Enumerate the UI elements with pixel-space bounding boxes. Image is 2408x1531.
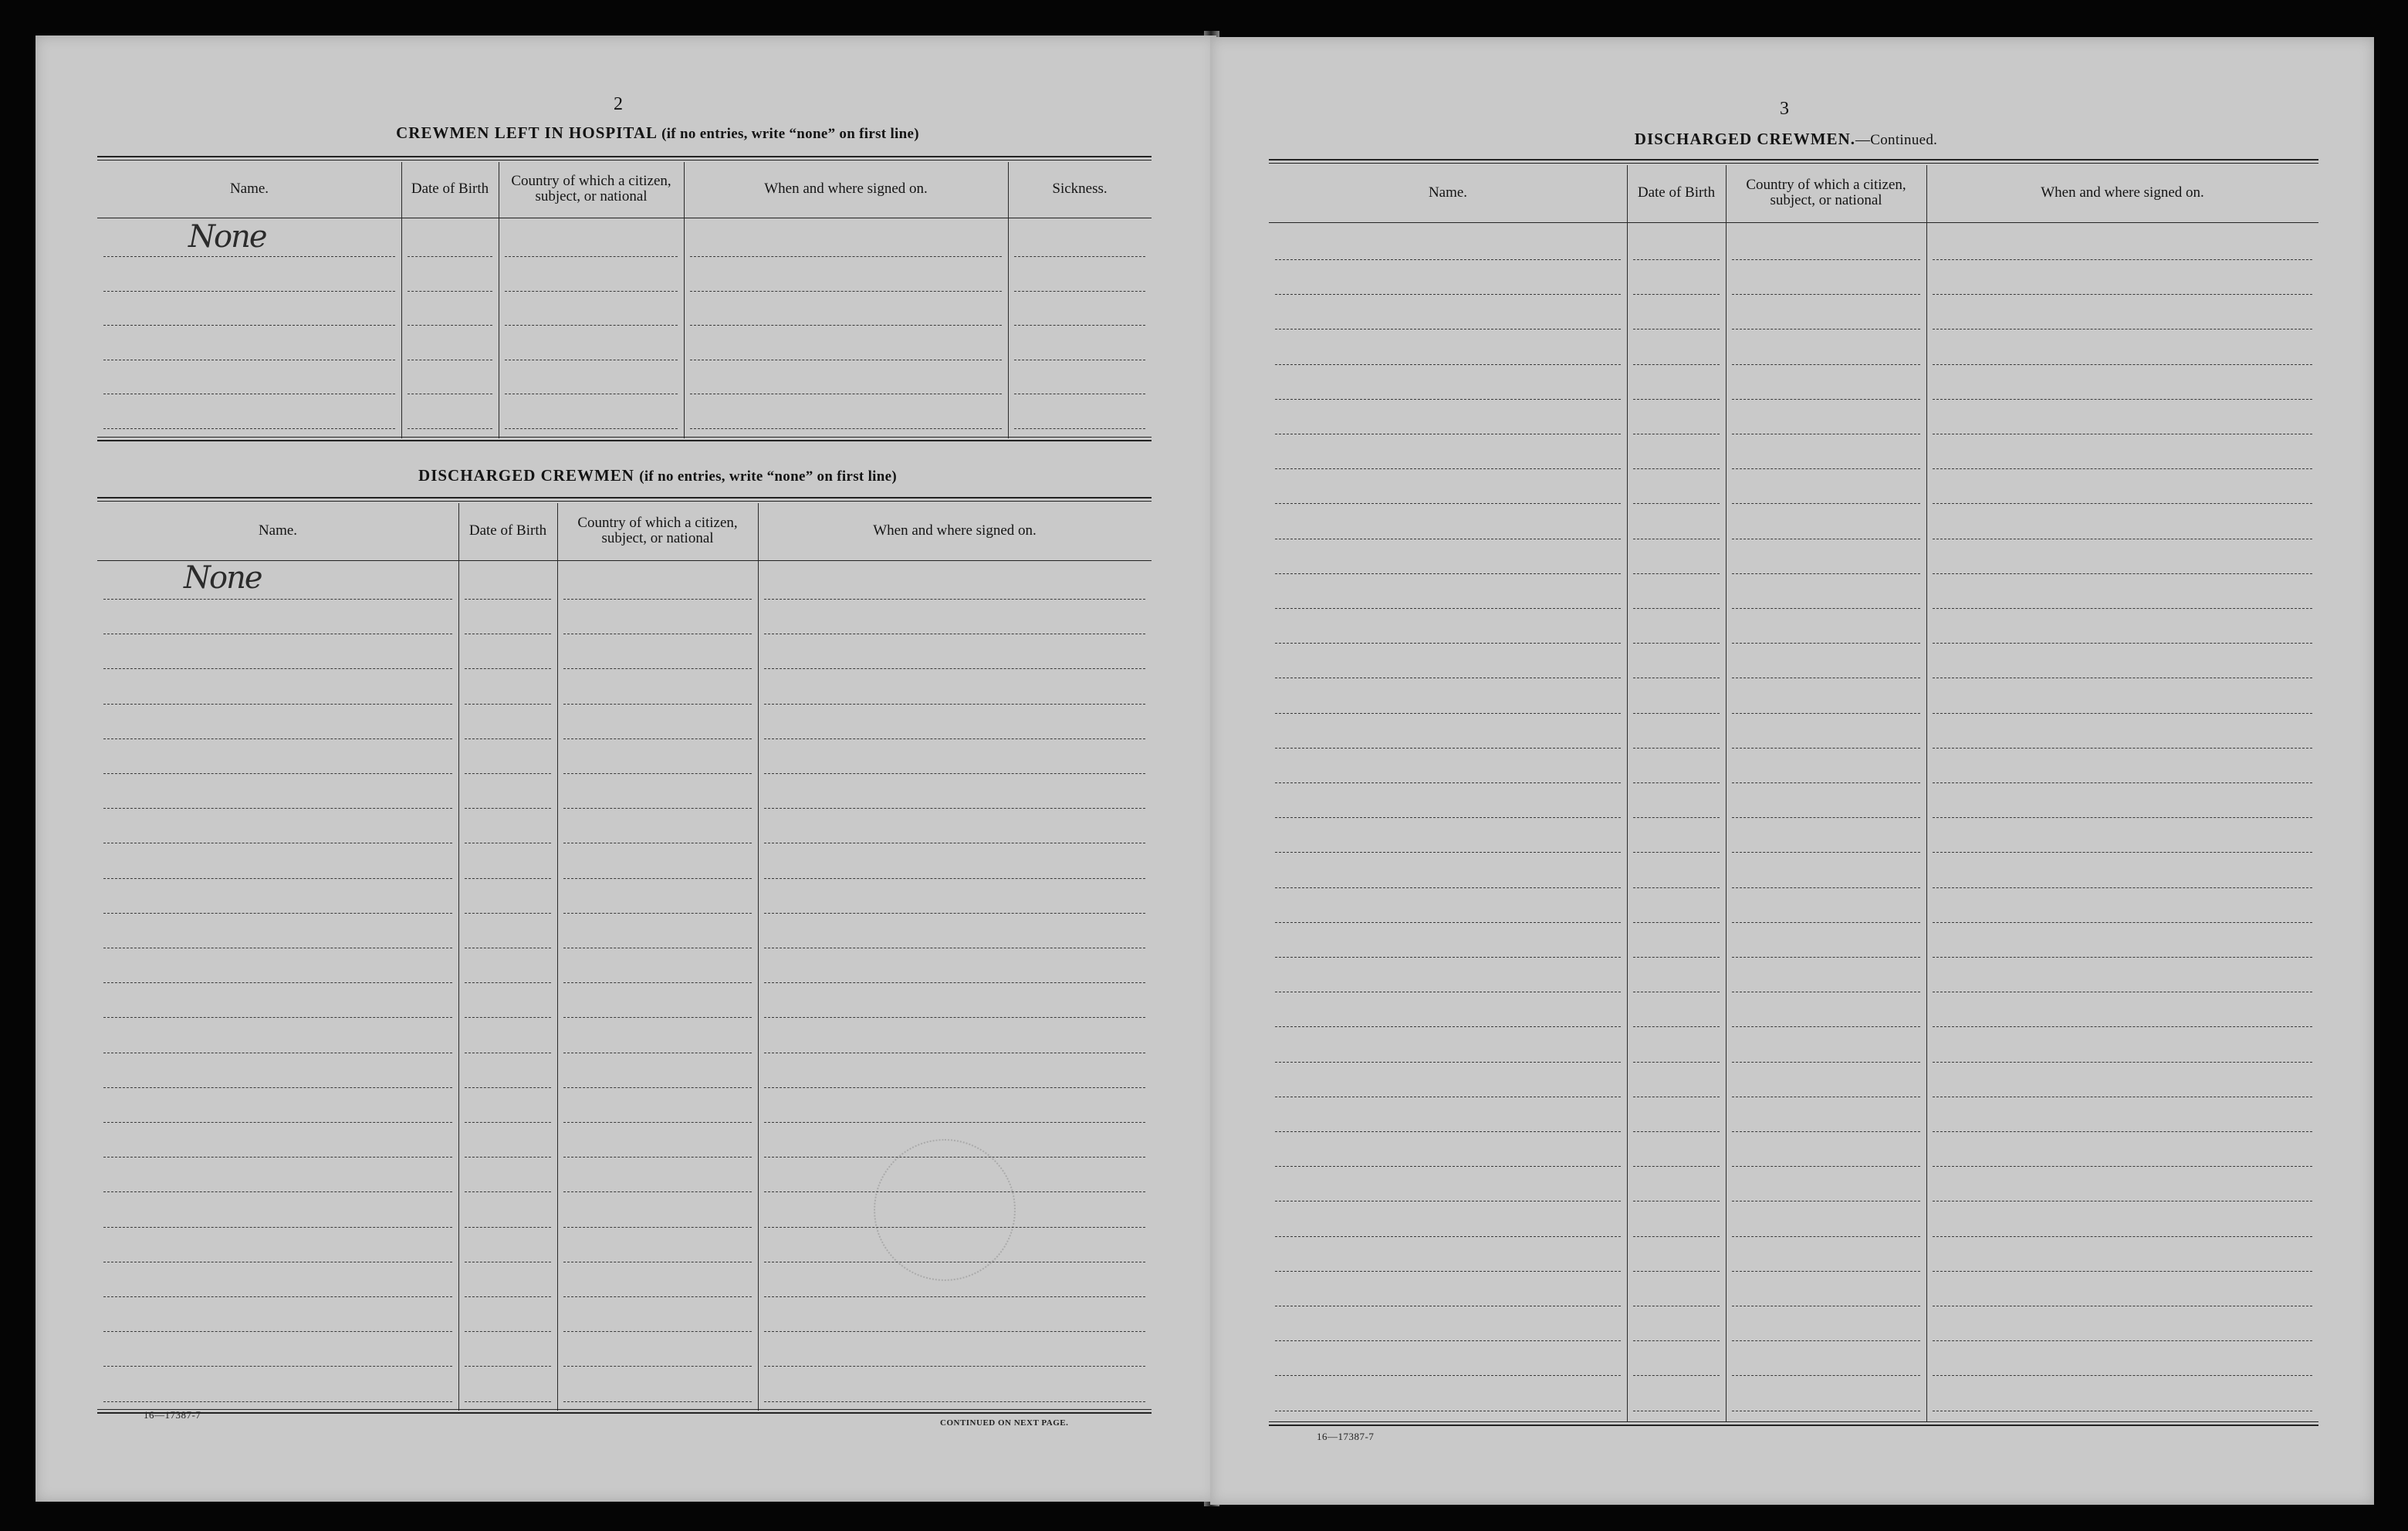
ruled-entry-line xyxy=(1732,713,1920,714)
ruled-entry-line xyxy=(103,1366,452,1367)
ruled-entry-line xyxy=(1732,922,1920,923)
ruled-entry-line xyxy=(103,1191,452,1192)
page-number: 2 xyxy=(614,94,623,114)
ruled-entry-line xyxy=(1732,399,1920,400)
ruled-entry-line xyxy=(465,1401,551,1402)
discharged-continued-table xyxy=(1269,159,2318,1471)
ruled-entry-line xyxy=(103,1227,452,1228)
ruled-entry-line xyxy=(764,1296,1145,1297)
ruled-entry-line xyxy=(1633,1375,1720,1376)
ruled-entry-line xyxy=(1633,748,1720,749)
ruled-entry-line xyxy=(1275,1026,1621,1027)
col-header-when-where-signed: When and where signed on. xyxy=(873,522,1037,539)
ruled-entry-line xyxy=(103,291,395,292)
ruled-entry-line xyxy=(1732,1131,1920,1132)
ruled-entry-line xyxy=(764,982,1145,983)
ruled-entry-line xyxy=(408,291,492,292)
ruled-entry-line xyxy=(505,325,678,326)
ruled-entry-line xyxy=(1732,1271,1920,1272)
ruled-entry-line xyxy=(563,878,752,879)
ruled-entry-line xyxy=(1732,643,1920,644)
hospital-note: (if no entries, write “none” on first line) xyxy=(661,126,919,142)
ruled-entry-line xyxy=(1732,782,1920,783)
ruled-entry-line xyxy=(563,913,752,914)
ruled-entry-line xyxy=(1933,399,2312,400)
ruled-entry-line xyxy=(408,256,492,257)
ruled-entry-line xyxy=(1275,1131,1621,1132)
ruled-entry-line xyxy=(1633,329,1720,330)
ruled-entry-line xyxy=(1633,922,1720,923)
hospital-top-rule xyxy=(97,156,1152,161)
ruled-entry-line xyxy=(1275,329,1621,330)
ruled-entry-line xyxy=(563,599,752,600)
ruled-entry-line xyxy=(1633,643,1720,644)
ruled-entry-line xyxy=(1633,1131,1720,1132)
right-bottom-rule xyxy=(1269,1421,2318,1426)
handwritten-none-entry: None xyxy=(188,219,266,255)
ruled-entry-line xyxy=(1732,887,1920,888)
col-header-name: Name. xyxy=(229,181,269,197)
discharged-bottom-rule xyxy=(97,1409,1152,1414)
discharged-title: DISCHARGED CREWMEN xyxy=(418,466,634,485)
ruled-entry-line xyxy=(1633,259,1720,260)
ruled-entry-line xyxy=(1275,608,1621,609)
ruled-entry-line xyxy=(1633,1236,1720,1237)
ruled-entry-line xyxy=(1933,782,2312,783)
ruled-entry-line xyxy=(563,982,752,983)
ruled-entry-line xyxy=(563,1227,752,1228)
ruled-entry-line xyxy=(764,913,1145,914)
ruled-entry-line xyxy=(1633,294,1720,295)
ruled-entry-line xyxy=(1275,887,1621,888)
col-header-name: Name. xyxy=(1428,184,1468,201)
ruled-entry-line xyxy=(1275,1236,1621,1237)
ruled-entry-line xyxy=(1014,325,1145,326)
ruled-entry-line xyxy=(1933,1062,2312,1063)
ruled-entry-line xyxy=(1275,399,1621,400)
column-divider xyxy=(1926,165,1927,1421)
ruled-entry-line xyxy=(103,1017,452,1018)
ruled-entry-line xyxy=(1933,573,2312,574)
ruled-entry-line xyxy=(563,1296,752,1297)
ruled-entry-line xyxy=(1933,468,2312,469)
discharged-section-title xyxy=(133,466,1182,485)
ruled-entry-line xyxy=(1732,503,1920,504)
ruled-entry-line xyxy=(1633,573,1720,574)
ruled-entry-line xyxy=(103,878,452,879)
ruled-entry-line xyxy=(103,1087,452,1088)
ruled-entry-line xyxy=(764,704,1145,705)
ruled-entry-line xyxy=(690,428,1002,429)
ruled-entry-line xyxy=(764,1122,1145,1123)
ruled-entry-line xyxy=(1633,1340,1720,1341)
ruled-entry-line xyxy=(465,773,551,774)
ruled-entry-line xyxy=(1933,1131,2312,1132)
ruled-entry-line xyxy=(465,1122,551,1123)
ruled-entry-line xyxy=(1633,1026,1720,1027)
ruled-entry-line xyxy=(1732,468,1920,469)
col-header-sickness: Sickness. xyxy=(1052,181,1108,197)
ruled-entry-line xyxy=(103,704,452,705)
ruled-entry-line xyxy=(1732,259,1920,260)
column-divider xyxy=(684,162,685,438)
discharged-continued-title xyxy=(1269,130,2303,149)
ruled-entry-line xyxy=(1933,887,2312,888)
ruled-entry-line xyxy=(1732,608,1920,609)
ruled-entry-line xyxy=(563,668,752,669)
ruled-entry-line xyxy=(1933,364,2312,365)
ruled-entry-line xyxy=(1275,782,1621,783)
column-divider xyxy=(1008,162,1009,438)
ruled-entry-line xyxy=(1633,887,1720,888)
ruled-entry-line xyxy=(764,599,1145,600)
hospital-bottom-rule xyxy=(97,437,1152,441)
ruled-entry-line xyxy=(563,1087,752,1088)
ruled-entry-line xyxy=(1732,1375,1920,1376)
ruled-entry-line xyxy=(563,808,752,809)
ruled-entry-line xyxy=(764,1366,1145,1367)
ruled-entry-line xyxy=(103,1296,452,1297)
ruled-entry-line xyxy=(1014,428,1145,429)
ruled-entry-line xyxy=(1732,573,1920,574)
ruled-entry-line xyxy=(465,1227,551,1228)
ruled-entry-line xyxy=(465,704,551,705)
ruled-entry-line xyxy=(1732,1062,1920,1063)
ruled-entry-line xyxy=(103,773,452,774)
ruled-entry-line xyxy=(1275,294,1621,295)
column-divider xyxy=(458,503,459,1411)
discharged-continued-heading: DISCHARGED CREWMEN. xyxy=(1634,130,1855,148)
ruled-entry-line xyxy=(563,704,752,705)
ruled-entry-line xyxy=(1275,957,1621,958)
ruled-entry-line xyxy=(465,982,551,983)
page-number: 3 xyxy=(1780,99,1789,119)
ruled-entry-line xyxy=(1933,852,2312,853)
hospital-section-title xyxy=(133,123,1182,143)
form-number: 16—17387-7 xyxy=(144,1409,201,1421)
col-header-country: Country of which a citizen, subject, or national xyxy=(577,515,738,546)
ruled-entry-line xyxy=(1732,294,1920,295)
ruled-entry-line xyxy=(1732,817,1920,818)
ruled-entry-line xyxy=(1933,329,2312,330)
ruled-entry-line xyxy=(1732,1026,1920,1027)
ruled-entry-line xyxy=(465,668,551,669)
ruled-entry-line xyxy=(1732,852,1920,853)
ruled-entry-line xyxy=(465,738,551,739)
right-header-rule xyxy=(1269,222,2318,223)
ruled-entry-line xyxy=(103,738,452,739)
ruled-entry-line xyxy=(563,1157,752,1158)
ruled-entry-line xyxy=(764,738,1145,739)
col-header-when-where-signed: When and where signed on. xyxy=(764,181,928,197)
ruled-entry-line xyxy=(505,428,678,429)
ruled-entry-line xyxy=(1275,852,1621,853)
ruled-entry-line xyxy=(1933,1026,2312,1027)
right-top-rule xyxy=(1269,159,2318,164)
column-divider xyxy=(401,162,402,438)
ruled-entry-line xyxy=(1933,294,2312,295)
ruled-entry-line xyxy=(1933,817,2312,818)
ruled-entry-line xyxy=(1933,1271,2312,1272)
ruled-entry-line xyxy=(764,878,1145,879)
ruled-entry-line xyxy=(563,1331,752,1332)
ruled-entry-line xyxy=(563,738,752,739)
ruled-entry-line xyxy=(103,1401,452,1402)
left-page xyxy=(36,35,1216,1502)
discharged-table xyxy=(97,497,1152,1454)
column-divider xyxy=(1627,165,1628,1421)
ruled-entry-line xyxy=(103,808,452,809)
ruled-entry-line xyxy=(465,913,551,914)
ruled-entry-line xyxy=(408,428,492,429)
ruled-entry-line xyxy=(103,913,452,914)
ruled-entry-line xyxy=(1275,1271,1621,1272)
ruled-entry-line xyxy=(1275,259,1621,260)
ruled-entry-line xyxy=(465,599,551,600)
ruled-entry-line xyxy=(1275,817,1621,818)
ruled-entry-line xyxy=(764,668,1145,669)
col-header-date-of-birth: Date of Birth xyxy=(411,181,489,197)
ruled-entry-line xyxy=(1933,643,2312,644)
continued-suffix: —Continued. xyxy=(1855,132,1938,148)
ruled-entry-line xyxy=(465,878,551,879)
ruled-entry-line xyxy=(1933,957,2312,958)
ruled-entry-line xyxy=(1275,643,1621,644)
ruled-entry-line xyxy=(563,1401,752,1402)
ruled-entry-line xyxy=(465,1366,551,1367)
ruled-entry-line xyxy=(1633,468,1720,469)
ruled-entry-line xyxy=(1633,608,1720,609)
ruled-entry-line xyxy=(1633,782,1720,783)
column-divider xyxy=(758,503,759,1411)
ruled-entry-line xyxy=(465,1331,551,1332)
ruled-entry-line xyxy=(103,982,452,983)
ruled-entry-line xyxy=(1275,748,1621,749)
discharged-top-rule xyxy=(97,497,1152,502)
hospital-title: CREWMEN LEFT IN HOSPITAL xyxy=(396,123,657,142)
ruled-entry-line xyxy=(1275,922,1621,923)
ruled-entry-line xyxy=(1275,1340,1621,1341)
ruled-entry-line xyxy=(103,325,395,326)
ruled-entry-line xyxy=(1732,364,1920,365)
ruled-entry-line xyxy=(103,256,395,257)
ruled-entry-line xyxy=(764,1087,1145,1088)
ruled-entry-line xyxy=(690,291,1002,292)
ruled-entry-line xyxy=(1732,1166,1920,1167)
discharged-note: (if no entries, write “none” on first line) xyxy=(639,468,897,485)
ruled-entry-line xyxy=(465,808,551,809)
ruled-entry-line xyxy=(563,1191,752,1192)
ruled-entry-line xyxy=(1732,1340,1920,1341)
ruled-entry-line xyxy=(408,325,492,326)
col-header-country: Country of which a citizen, subject, or national xyxy=(1746,177,1906,208)
ruled-entry-line xyxy=(1275,713,1621,714)
ruled-entry-line xyxy=(103,599,452,600)
ruled-entry-line xyxy=(1633,399,1720,400)
ruled-entry-line xyxy=(764,808,1145,809)
col-header-name: Name. xyxy=(258,522,298,539)
ruled-entry-line xyxy=(1933,503,2312,504)
ruled-entry-line xyxy=(465,1157,551,1158)
ruled-entry-line xyxy=(103,1122,452,1123)
ruled-entry-line xyxy=(1014,256,1145,257)
ruled-entry-line xyxy=(103,1331,452,1332)
ruled-entry-line xyxy=(1275,573,1621,574)
ruled-entry-line xyxy=(1933,259,2312,260)
ruled-entry-line xyxy=(764,773,1145,774)
ruled-entry-line xyxy=(1633,1166,1720,1167)
ruled-entry-line xyxy=(1633,817,1720,818)
ruled-entry-line xyxy=(1633,1062,1720,1063)
col-header-date-of-birth: Date of Birth xyxy=(1637,184,1716,201)
ruled-entry-line xyxy=(1275,468,1621,469)
ruled-entry-line xyxy=(1732,329,1920,330)
ruled-entry-line xyxy=(1275,364,1621,365)
ruled-entry-line xyxy=(1014,291,1145,292)
ruled-entry-line xyxy=(690,256,1002,257)
ruled-entry-line xyxy=(505,256,678,257)
column-divider xyxy=(1726,165,1727,1421)
continued-on-next-page: CONTINUED ON NEXT PAGE. xyxy=(940,1418,1069,1428)
ruled-entry-line xyxy=(563,1017,752,1018)
ruled-entry-line xyxy=(465,1017,551,1018)
ruled-entry-line xyxy=(1732,1236,1920,1237)
ruled-entry-line xyxy=(103,668,452,669)
col-header-when-where-signed: When and where signed on. xyxy=(2041,184,2204,201)
ruled-entry-line xyxy=(1633,364,1720,365)
ruled-entry-line xyxy=(1633,852,1720,853)
ruled-entry-line xyxy=(103,1157,452,1158)
form-number: 16—17387-7 xyxy=(1317,1431,1375,1442)
ruled-entry-line xyxy=(563,773,752,774)
ruled-entry-line xyxy=(1933,922,2312,923)
ruled-entry-line xyxy=(1933,1375,2312,1376)
hospital-table xyxy=(97,156,1152,480)
ruled-entry-line xyxy=(103,428,395,429)
right-page xyxy=(1210,37,2374,1505)
ruled-entry-line xyxy=(1933,1340,2312,1341)
ruled-entry-line xyxy=(1275,1375,1621,1376)
ruled-entry-line xyxy=(1275,1062,1621,1063)
ruled-entry-line xyxy=(1933,608,2312,609)
ruled-entry-line xyxy=(465,1191,551,1192)
ruled-entry-line xyxy=(1275,1166,1621,1167)
column-divider xyxy=(557,503,558,1411)
ruled-entry-line xyxy=(563,1122,752,1123)
ruled-entry-line xyxy=(563,1366,752,1367)
ruled-entry-line xyxy=(1732,748,1920,749)
ruled-entry-line xyxy=(1933,713,2312,714)
ruled-entry-line xyxy=(465,1087,551,1088)
ruled-entry-line xyxy=(1732,957,1920,958)
col-header-date-of-birth: Date of Birth xyxy=(468,522,547,539)
ruled-entry-line xyxy=(764,1401,1145,1402)
ruled-entry-line xyxy=(764,1017,1145,1018)
ruled-entry-line xyxy=(1933,1236,2312,1237)
ruled-entry-line xyxy=(1633,957,1720,958)
ruled-entry-line xyxy=(1633,1271,1720,1272)
ruled-entry-line xyxy=(764,1331,1145,1332)
ruled-entry-line xyxy=(465,1296,551,1297)
ruled-entry-line xyxy=(1633,503,1720,504)
handwritten-none-entry: None xyxy=(184,560,262,596)
col-header-country: Country of which a citizen, subject, or national xyxy=(511,173,671,204)
faded-stamp xyxy=(874,1139,1016,1281)
ruled-entry-line xyxy=(690,325,1002,326)
ruled-entry-line xyxy=(1275,503,1621,504)
ruled-entry-line xyxy=(1933,1166,2312,1167)
ruled-entry-line xyxy=(505,291,678,292)
ruled-entry-line xyxy=(1933,748,2312,749)
ruled-entry-line xyxy=(1633,713,1720,714)
